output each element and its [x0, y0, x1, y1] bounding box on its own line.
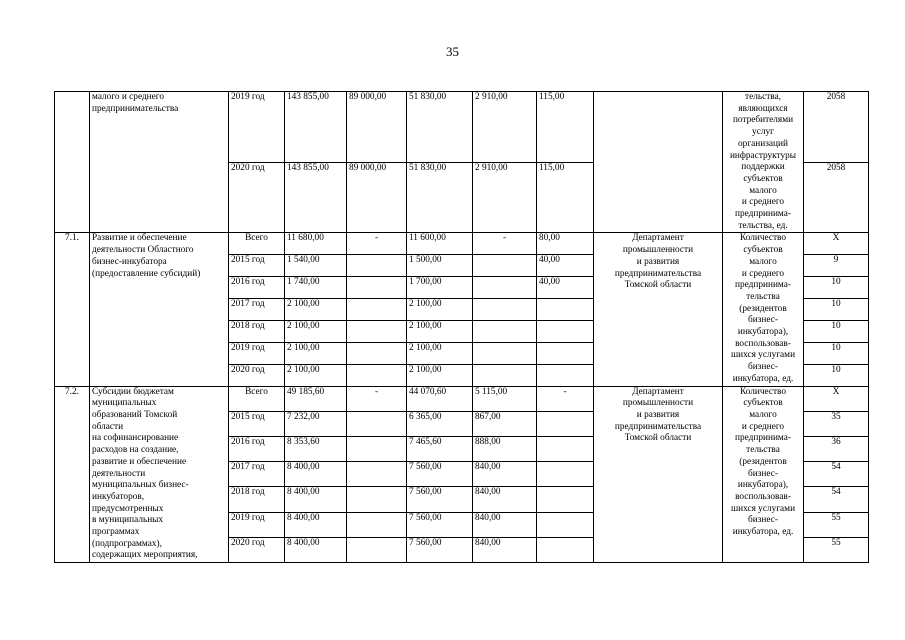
indicator-value-cell: 54: [804, 462, 869, 487]
regional-cell: 7 560,00: [407, 487, 473, 512]
regional-cell: 2 100,00: [407, 320, 473, 342]
indicator-line: субъектов: [743, 173, 783, 184]
indicator-value-cell: 2058: [804, 92, 869, 163]
regional-cell: 11 600,00: [407, 233, 473, 255]
indicator-line: субъектов: [743, 245, 783, 256]
indicator-value-cell: 10: [804, 342, 869, 364]
item-name-line: расходов на создание,: [92, 445, 179, 456]
year-cell: 2017 год: [229, 462, 285, 487]
executor-line: и развития: [636, 256, 680, 267]
other-cell: 115,00: [537, 92, 594, 163]
executor-line: Департамент: [632, 386, 684, 397]
total-cell: 1 740,00: [285, 277, 347, 299]
indicator-value-cell: 55: [804, 512, 869, 537]
indicator-line: малого: [749, 256, 777, 267]
regional-cell: 51 830,00: [407, 162, 473, 233]
regional-cell: 1 500,00: [407, 255, 473, 277]
indicator-line: бизнес-: [748, 515, 778, 526]
item-name-line: области: [92, 421, 124, 432]
federal-cell: [347, 255, 407, 277]
indicator-value-cell: 55: [804, 537, 869, 562]
indicator-line: и среднего: [741, 268, 785, 279]
executor-line: Департамент: [632, 233, 684, 244]
total-cell: 8 400,00: [285, 462, 347, 487]
executor-line: промышленности: [622, 398, 694, 409]
municipal-cell: -: [473, 233, 537, 255]
indicator-line: поддержки: [741, 162, 785, 173]
other-cell: [537, 512, 594, 537]
year-cell: 2016 год: [229, 437, 285, 462]
item-name-line: программах: [92, 527, 140, 538]
federal-cell: [347, 462, 407, 487]
other-cell: 80,00: [537, 233, 594, 255]
item-name-line: Субсидии бюджетам: [92, 386, 174, 397]
year-cell: 2015 год: [229, 255, 285, 277]
indicator-line: воспользовав-: [735, 338, 791, 349]
executor-line: и развития: [636, 409, 680, 420]
item-name-line: Развитие и обеспечение: [92, 233, 187, 244]
municipal-cell: [473, 255, 537, 277]
executor-line: промышленности: [622, 245, 694, 256]
indicator-line: тельства: [746, 291, 780, 302]
other-cell: [537, 342, 594, 364]
regional-cell: 6 365,00: [407, 411, 473, 436]
municipal-cell: [473, 320, 537, 342]
indicator-line: тельства, ед.: [738, 220, 788, 231]
total-cell: 8 400,00: [285, 487, 347, 512]
executor-cell: [594, 92, 723, 233]
item-number-cell: 7.2.: [55, 386, 90, 563]
item-name-cell: [90, 92, 229, 233]
indicator-line: тельства: [746, 445, 780, 456]
indicator-value-cell: 10: [804, 320, 869, 342]
item-name-line: в муниципальных: [92, 515, 164, 526]
total-cell: 1 540,00: [285, 255, 347, 277]
indicator-cell: [723, 233, 804, 386]
indicator-line: бизнес-: [748, 315, 778, 326]
other-cell: [537, 462, 594, 487]
regional-cell: 2 100,00: [407, 299, 473, 321]
executor-line: предпринимательства: [614, 421, 702, 432]
item-number-cell: 7.1.: [55, 233, 90, 386]
regional-cell: 7 560,00: [407, 537, 473, 562]
federal-cell: [347, 342, 407, 364]
indicator-line: предпринима-: [735, 433, 791, 444]
indicator-line: являющихся: [738, 103, 788, 114]
indicator-value-cell: Х: [804, 233, 869, 255]
indicator-line: Количество: [739, 233, 787, 244]
regional-cell: 7 560,00: [407, 462, 473, 487]
regional-cell: 1 700,00: [407, 277, 473, 299]
total-cell: 143 855,00: [285, 162, 347, 233]
indicator-line: организаций: [738, 138, 788, 149]
page-number: 35: [446, 44, 459, 59]
federal-cell: [347, 299, 407, 321]
indicator-line: инкубатора),: [737, 327, 789, 338]
indicator-line: малого: [749, 409, 777, 420]
other-cell: [537, 320, 594, 342]
year-cell: 2020 год: [229, 364, 285, 386]
municipal-cell: [473, 277, 537, 299]
federal-cell: [347, 320, 407, 342]
item-name-line: содержащих мероприятия,: [92, 550, 198, 561]
municipal-cell: [473, 364, 537, 386]
other-cell: [537, 537, 594, 562]
indicator-value-cell: Х: [804, 386, 869, 411]
indicator-line: инкубатора),: [737, 480, 789, 491]
total-cell: 2 100,00: [285, 342, 347, 364]
indicator-cell: [723, 386, 804, 563]
other-cell: [537, 364, 594, 386]
indicator-line: предпринима-: [735, 209, 791, 220]
municipal-cell: 2 910,00: [473, 162, 537, 233]
indicator-line: и среднего: [741, 197, 785, 208]
regional-cell: 7 560,00: [407, 512, 473, 537]
municipal-cell: 840,00: [473, 462, 537, 487]
federal-cell: -: [347, 386, 407, 411]
year-cell: 2017 год: [229, 299, 285, 321]
item-name-cell: [90, 386, 229, 563]
item-name-line: предусмотренных: [92, 503, 164, 514]
item-name-line: инкубаторов,: [92, 491, 145, 502]
federal-cell: [347, 537, 407, 562]
total-cell: 8 400,00: [285, 537, 347, 562]
indicator-cell: [723, 92, 804, 233]
municipal-cell: 867,00: [473, 411, 537, 436]
indicator-line: воспользовав-: [735, 491, 791, 502]
indicator-line: шихся услугами: [730, 350, 796, 361]
year-cell: 2019 год: [229, 92, 285, 163]
indicator-line: (резидентов: [739, 456, 787, 467]
total-cell: 2 100,00: [285, 320, 347, 342]
total-cell: 11 680,00: [285, 233, 347, 255]
other-cell: 40,00: [537, 277, 594, 299]
indicator-line: инфраструктуры: [729, 150, 797, 161]
indicator-value-cell: 54: [804, 487, 869, 512]
federal-cell: 89 000,00: [347, 92, 407, 163]
indicator-value-cell: 10: [804, 364, 869, 386]
table-row: [55, 233, 869, 255]
total-cell: 7 232,00: [285, 411, 347, 436]
year-cell: Всего: [229, 386, 285, 411]
indicator-line: (резидентов: [739, 303, 787, 314]
year-cell: 2020 год: [229, 162, 285, 233]
year-cell: 2019 год: [229, 342, 285, 364]
year-cell: 2018 год: [229, 487, 285, 512]
program-table: [54, 91, 869, 563]
year-cell: 2020 год: [229, 537, 285, 562]
indicator-line: шихся услугами: [730, 503, 796, 514]
regional-cell: 2 100,00: [407, 342, 473, 364]
federal-cell: -: [347, 233, 407, 255]
total-cell: 2 100,00: [285, 364, 347, 386]
indicator-line: и среднего: [741, 421, 785, 432]
indicator-line: инкубатора, ед.: [732, 527, 794, 538]
other-cell: 40,00: [537, 255, 594, 277]
other-cell: [537, 411, 594, 436]
indicator-line: тельства,: [745, 92, 781, 102]
federal-cell: [347, 487, 407, 512]
total-cell: 8 400,00: [285, 512, 347, 537]
federal-cell: [347, 411, 407, 436]
year-cell: Всего: [229, 233, 285, 255]
item-name-line: образований Томской: [92, 409, 178, 420]
municipal-cell: 840,00: [473, 512, 537, 537]
municipal-cell: 5 115,00: [473, 386, 537, 411]
item-name-line: (подпрограммах),: [92, 538, 162, 549]
federal-cell: [347, 437, 407, 462]
indicator-value-cell: 36: [804, 437, 869, 462]
table-row: [55, 92, 869, 163]
item-name-line: предпринимательства: [92, 103, 179, 114]
indicator-value-cell: 2058: [804, 162, 869, 233]
regional-cell: 7 465,60: [407, 437, 473, 462]
item-name-line: развитие и обеспечение: [92, 456, 187, 467]
item-number-cell: [55, 92, 90, 233]
total-cell: 2 100,00: [285, 299, 347, 321]
item-name-line: муниципальных бизнес-: [92, 480, 189, 491]
year-cell: 2015 год: [229, 411, 285, 436]
other-cell: [537, 437, 594, 462]
municipal-cell: [473, 299, 537, 321]
year-cell: 2019 год: [229, 512, 285, 537]
regional-cell: 51 830,00: [407, 92, 473, 163]
table-row: [55, 386, 869, 411]
total-cell: 143 855,00: [285, 92, 347, 163]
executor-line: Томской области: [624, 433, 692, 444]
executor-line: Томской области: [624, 280, 692, 291]
other-cell: -: [537, 386, 594, 411]
item-name-cell: [90, 233, 229, 386]
municipal-cell: [473, 342, 537, 364]
municipal-cell: 2 910,00: [473, 92, 537, 163]
executor-cell: [594, 233, 723, 386]
indicator-line: бизнес-: [748, 468, 778, 479]
year-cell: 2018 год: [229, 320, 285, 342]
item-name-line: (предоставление субсидий): [92, 268, 201, 279]
executor-cell: [594, 386, 723, 563]
item-name-line: малого и среднего: [92, 92, 165, 102]
indicator-line: бизнес-: [748, 362, 778, 373]
item-name-line: бизнес-инкубатора: [92, 256, 167, 267]
indicator-line: услуг: [752, 127, 774, 138]
indicator-value-cell: 10: [804, 277, 869, 299]
item-name-line: муниципальных: [92, 398, 157, 409]
item-name-line: на софинансирование: [92, 433, 179, 444]
municipal-cell: 840,00: [473, 537, 537, 562]
regional-cell: 44 070,60: [407, 386, 473, 411]
indicator-line: субъектов: [743, 398, 783, 409]
indicator-line: предпринима-: [735, 280, 791, 291]
other-cell: 115,00: [537, 162, 594, 233]
regional-cell: 2 100,00: [407, 364, 473, 386]
municipal-cell: 840,00: [473, 487, 537, 512]
federal-cell: [347, 364, 407, 386]
executor-line: предпринимательства: [614, 268, 702, 279]
year-cell: 2016 год: [229, 277, 285, 299]
indicator-value-cell: 9: [804, 255, 869, 277]
indicator-line: инкубатора, ед.: [732, 373, 794, 384]
indicator-value-cell: 35: [804, 411, 869, 436]
municipal-cell: 888,00: [473, 437, 537, 462]
federal-cell: [347, 277, 407, 299]
other-cell: [537, 299, 594, 321]
indicator-line: малого: [749, 185, 777, 196]
total-cell: 8 353,60: [285, 437, 347, 462]
indicator-line: потребителями: [732, 115, 794, 126]
item-name-line: деятельности Областного: [92, 245, 194, 256]
indicator-value-cell: 10: [804, 299, 869, 321]
indicator-line: Количество: [739, 386, 787, 397]
other-cell: [537, 487, 594, 512]
total-cell: 49 185,60: [285, 386, 347, 411]
federal-cell: 89 000,00: [347, 162, 407, 233]
item-name-line: деятельности: [92, 468, 146, 479]
federal-cell: [347, 512, 407, 537]
